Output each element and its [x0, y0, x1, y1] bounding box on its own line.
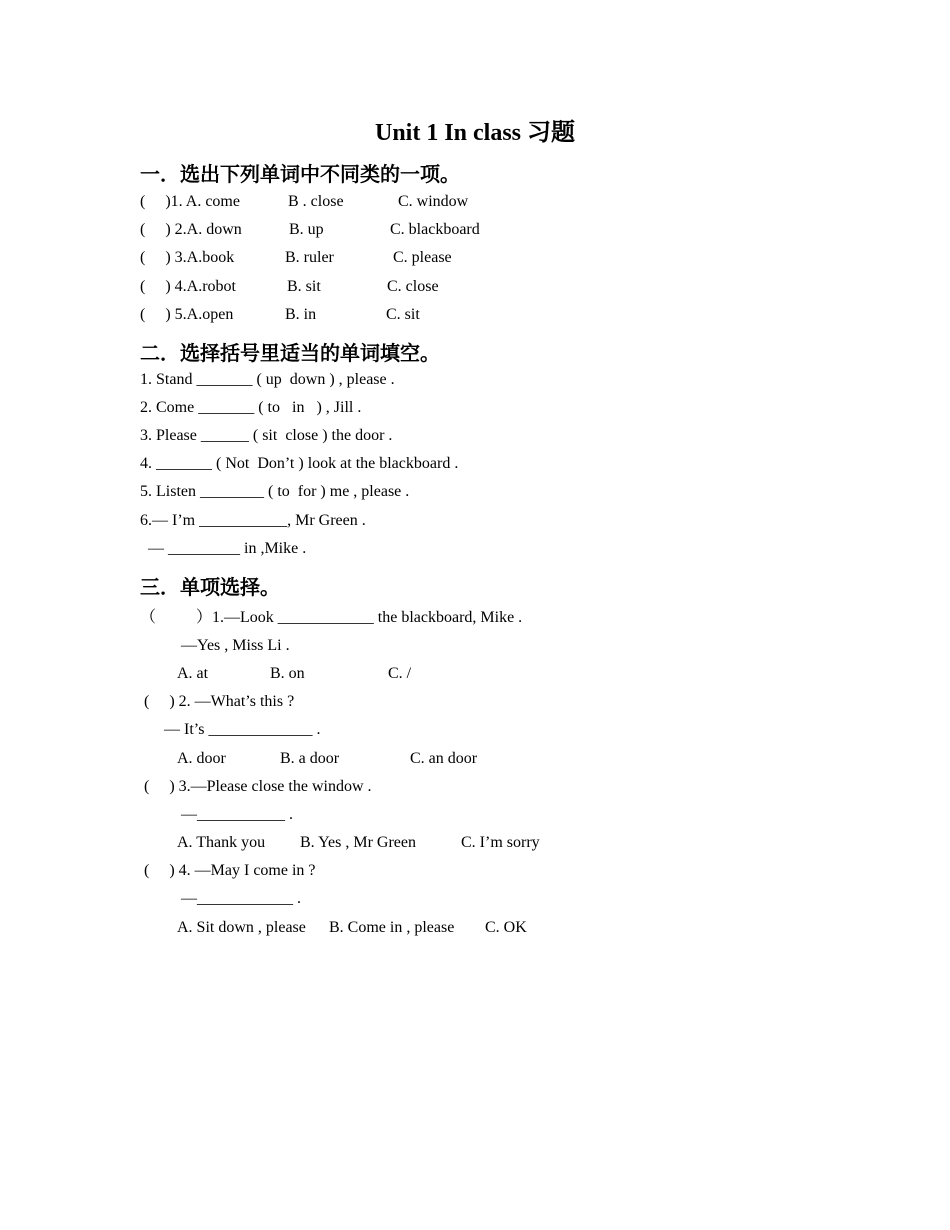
- option-a: A. Sit down , please: [177, 919, 306, 936]
- item-question: ( ) 2.A. down: [140, 221, 242, 238]
- page-title: Unit 1 In class 习题: [374, 120, 576, 146]
- question-response: —Yes , Miss Li .: [181, 637, 290, 654]
- option-c: C. I’m sorry: [461, 834, 540, 851]
- fill-blank-line: 6.— I’m ___________, Mr Green .: [140, 512, 366, 529]
- fill-blank-line: 4. _______ ( Not Don’t ) look at the blackboard .: [140, 455, 459, 472]
- option-b: B. Come in , please: [329, 919, 455, 936]
- option-b: B. on: [270, 665, 305, 682]
- option-b: B. sit: [287, 278, 321, 295]
- item-question: ( ) 3.A.book: [140, 249, 235, 266]
- item-question: ( ) 4.A.robot: [140, 278, 236, 295]
- fill-blank-line: 2. Come _______ ( to in ) , Jill .: [140, 399, 362, 416]
- option-b: B. up: [289, 221, 324, 238]
- option-c: C. /: [388, 665, 412, 682]
- option-a: A. door: [177, 750, 226, 767]
- option-a: A. Thank you: [177, 834, 266, 851]
- question-stem: （ ）1.—Look ____________ the blackboard, Mike .: [140, 609, 523, 626]
- option-b: B. in: [285, 306, 317, 323]
- question-stem: ( ) 2. —What’s this ?: [144, 693, 295, 710]
- option-b: B . close: [288, 193, 344, 210]
- option-c: C. please: [393, 249, 452, 266]
- option-c: C. an door: [410, 750, 478, 767]
- fill-blank-line: — _________ in ,Mike .: [140, 540, 307, 557]
- option-b: B. ruler: [285, 249, 334, 266]
- fill-blank-line: 1. Stand _______ ( up down ) , please .: [140, 371, 395, 388]
- question-response: —___________ .: [181, 806, 293, 823]
- option-c: C. sit: [386, 306, 420, 323]
- item-question: ( )1. A. come: [140, 193, 240, 210]
- option-c: C. OK: [485, 919, 527, 936]
- option-c: C. blackboard: [390, 221, 480, 238]
- item-question: ( ) 5.A.open: [140, 306, 234, 323]
- question-stem: ( ) 3.—Please close the window .: [144, 778, 372, 795]
- fill-blank-line: 3. Please ______ ( sit close ) the door .: [140, 427, 393, 444]
- option-b: B. a door: [280, 750, 340, 767]
- option-b: B. Yes , Mr Green: [300, 834, 416, 851]
- section1-heading: 一．选出下列单词中不同类的一项。: [140, 162, 460, 186]
- fill-blank-line: 5. Listen ________ ( to for ) me , please .: [140, 483, 410, 500]
- section3-heading: 三．单项选择。: [140, 575, 280, 599]
- question-response: — It’s _____________ .: [164, 721, 321, 738]
- option-c: C. close: [387, 278, 439, 295]
- option-c: C. window: [398, 193, 469, 210]
- section2-heading: 二．选择括号里适当的单词填空。: [140, 341, 440, 365]
- question-response: —____________ .: [181, 890, 301, 907]
- question-stem: ( ) 4. —May I come in ?: [144, 862, 316, 879]
- option-a: A. at: [177, 665, 209, 682]
